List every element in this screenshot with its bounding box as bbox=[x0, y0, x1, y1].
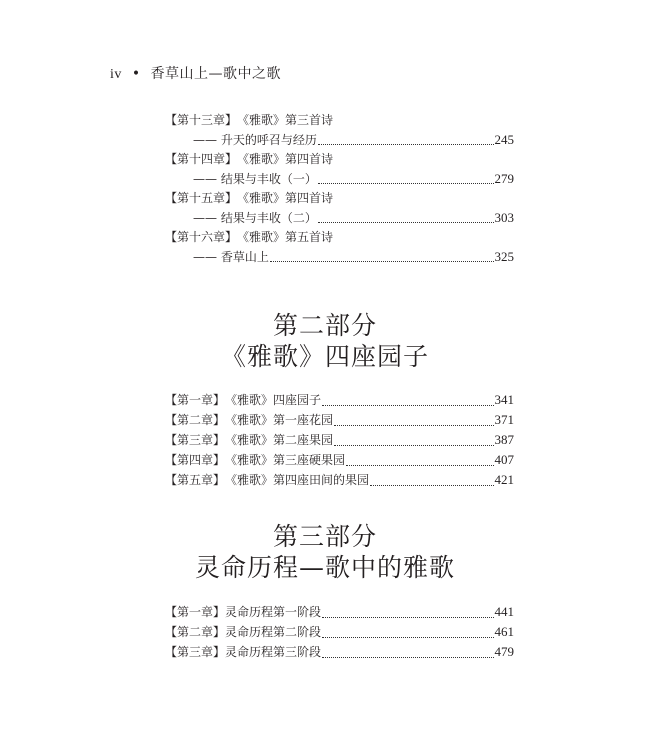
toc-subtitle-line bbox=[165, 208, 514, 227]
chapter-number: 【第一章】 bbox=[165, 393, 226, 407]
chapter-title: 《雅歌》第三座硬果园 bbox=[225, 453, 346, 467]
toc-chapter-line bbox=[165, 227, 514, 247]
page-number: 245 bbox=[494, 132, 514, 147]
dot-leader bbox=[334, 425, 493, 426]
page-number: 461 bbox=[494, 624, 514, 639]
chapter-number: 【第十三章】 bbox=[165, 113, 238, 127]
chapter-number: 【第五章】 bbox=[165, 473, 226, 487]
chapter-number: 【第三章】 bbox=[165, 645, 226, 659]
chapter-title: 《雅歌》第四座田间的果园 bbox=[225, 473, 370, 487]
chapter-number: 【第十五章】 bbox=[165, 191, 238, 205]
dot-leader bbox=[370, 485, 493, 486]
chapter-subtitle: —— 升天的呼召与经历 bbox=[193, 133, 317, 147]
separator-dot: • bbox=[131, 66, 141, 82]
chapter-title: 《雅歌》第一座花园 bbox=[225, 413, 334, 427]
page-number: 479 bbox=[494, 644, 514, 659]
toc-subtitle-line bbox=[165, 130, 514, 149]
dot-leader bbox=[318, 183, 494, 184]
toc-part1-continued bbox=[165, 110, 514, 266]
toc-chapter-line bbox=[165, 110, 514, 130]
dot-leader bbox=[322, 405, 493, 406]
toc-entry[interactable] bbox=[165, 390, 514, 410]
dot-leader bbox=[334, 445, 493, 446]
toc-part2 bbox=[165, 390, 514, 490]
page-number: 325 bbox=[494, 249, 514, 264]
part-title: 《雅歌》四座园子 bbox=[220, 342, 429, 371]
toc-entry[interactable] bbox=[165, 227, 514, 266]
toc-entry[interactable] bbox=[165, 149, 514, 188]
chapter-title: 《雅歌》四座园子 bbox=[225, 393, 322, 407]
dot-leader bbox=[322, 657, 493, 658]
toc-entry[interactable] bbox=[165, 110, 514, 149]
chapter-number: 【第二章】 bbox=[165, 413, 226, 427]
page-number: 341 bbox=[494, 392, 514, 407]
dot-leader bbox=[318, 222, 494, 223]
toc-part3 bbox=[165, 602, 514, 662]
toc-entry[interactable] bbox=[165, 470, 514, 490]
dot-leader bbox=[346, 465, 493, 466]
chapter-number: 【第二章】 bbox=[165, 625, 226, 639]
book-title: 香草山上—歌中之歌 bbox=[150, 66, 282, 82]
chapter-title: 灵命历程第三阶段 bbox=[225, 645, 322, 659]
chapter-number: 【第三章】 bbox=[165, 433, 226, 447]
chapter-subtitle: —— 结果与丰收（一） bbox=[193, 172, 317, 186]
chapter-title: 《雅歌》第二座果园 bbox=[225, 433, 334, 447]
toc-chapter-line bbox=[165, 149, 514, 169]
chapter-title: 《雅歌》第三首诗 bbox=[237, 113, 334, 127]
toc-entry[interactable] bbox=[165, 410, 514, 430]
toc-entry[interactable] bbox=[165, 450, 514, 470]
chapter-number: 【第四章】 bbox=[165, 453, 226, 467]
chapter-title: 灵命历程第一阶段 bbox=[225, 605, 322, 619]
part2-heading bbox=[0, 310, 650, 372]
chapter-subtitle: —— 香草山上 bbox=[193, 250, 269, 264]
chapter-subtitle: —— 结果与丰收（二） bbox=[193, 211, 317, 225]
dot-leader bbox=[322, 637, 493, 638]
chapter-number: 【第十六章】 bbox=[165, 230, 238, 244]
toc-subtitle-line bbox=[165, 169, 514, 188]
page-number: 421 bbox=[494, 472, 514, 487]
page-folio: iv bbox=[110, 67, 122, 82]
page-number: 407 bbox=[494, 452, 514, 467]
dot-leader bbox=[322, 617, 493, 618]
toc-subtitle-line bbox=[165, 247, 514, 266]
chapter-title: 灵命历程第二阶段 bbox=[225, 625, 322, 639]
toc-entry[interactable] bbox=[165, 188, 514, 227]
page-number: 441 bbox=[494, 604, 514, 619]
chapter-title: 《雅歌》第四首诗 bbox=[237, 152, 334, 166]
toc-entry[interactable] bbox=[165, 642, 514, 662]
part-number: 第二部分 bbox=[272, 311, 377, 340]
dot-leader bbox=[318, 144, 494, 145]
toc-entry[interactable] bbox=[165, 602, 514, 622]
page-number: 371 bbox=[494, 412, 514, 427]
dot-leader bbox=[270, 261, 494, 262]
chapter-number: 【第十四章】 bbox=[165, 152, 238, 166]
toc-entry[interactable] bbox=[165, 622, 514, 642]
toc-chapter-line bbox=[165, 188, 514, 208]
part-number: 第三部分 bbox=[272, 522, 377, 551]
part3-heading bbox=[0, 521, 650, 583]
chapter-title: 《雅歌》第四首诗 bbox=[237, 191, 334, 205]
toc-entry[interactable] bbox=[165, 430, 514, 450]
page-number: 303 bbox=[494, 210, 514, 225]
chapter-title: 《雅歌》第五首诗 bbox=[237, 230, 334, 244]
chapter-number: 【第一章】 bbox=[165, 605, 226, 619]
running-head bbox=[110, 63, 281, 83]
page-number: 279 bbox=[494, 171, 514, 186]
page-number: 387 bbox=[494, 432, 514, 447]
part-title: 灵命历程—歌中的雅歌 bbox=[194, 553, 455, 582]
